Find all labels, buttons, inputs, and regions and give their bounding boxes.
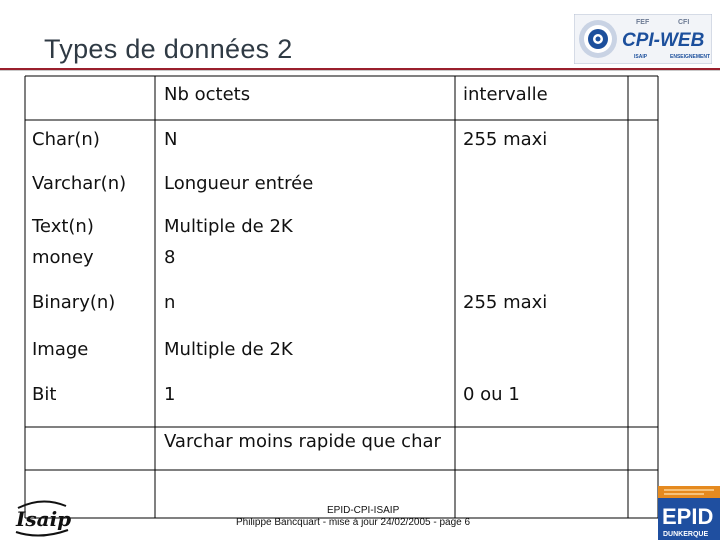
footer-line-1: EPID-CPI-ISAIP (327, 505, 400, 516)
cell-type: money (32, 247, 94, 268)
cpi-main: CPI-WEB (622, 30, 705, 51)
cell-nb-octets: n (164, 292, 176, 313)
cell-nb-octets: N (164, 129, 178, 150)
cpi-small-left: FEF (636, 19, 650, 26)
cell-type: Text(n) (32, 216, 94, 237)
table-note: Varchar moins rapide que char (164, 431, 441, 452)
cell-nb-octets: Longueur entrée (164, 173, 314, 194)
slide-title: Types de données 2 (44, 34, 293, 64)
cell-intervalle: 0 ou 1 (463, 384, 520, 405)
cell-type: Char(n) (32, 129, 100, 150)
footer-line-2: Philippe Bancquart - mise à jour 24/02/2005 - page 6 (236, 517, 471, 528)
header-col-intervalle: intervalle (463, 84, 548, 105)
cell-nb-octets: 1 (164, 384, 176, 405)
epid-logo (658, 486, 720, 540)
cpi-sub-left: ISAIP (634, 54, 648, 60)
header-col-nb-octets: Nb octets (164, 84, 251, 105)
cell-type: Bit (32, 384, 57, 405)
cpi-sub-right: ENSEIGNEMENT (670, 54, 711, 60)
cpi-small-right: CFI (678, 19, 690, 26)
cell-type: Image (32, 339, 89, 360)
epid-wordmark: EPID (662, 504, 714, 529)
cell-nb-octets: 8 (164, 247, 176, 268)
cell-nb-octets: Multiple de 2K (164, 216, 293, 237)
cell-type: Varchar(n) (32, 173, 127, 194)
cell-type: Binary(n) (32, 292, 116, 313)
cell-nb-octets: Multiple de 2K (164, 339, 293, 360)
cell-intervalle: 255 maxi (463, 292, 548, 313)
isaip-wordmark: Isaip (16, 507, 72, 531)
cell-intervalle: 255 maxi (463, 129, 548, 150)
isaip-logo (12, 494, 72, 540)
epid-subtitle: DUNKERQUE (663, 531, 709, 538)
